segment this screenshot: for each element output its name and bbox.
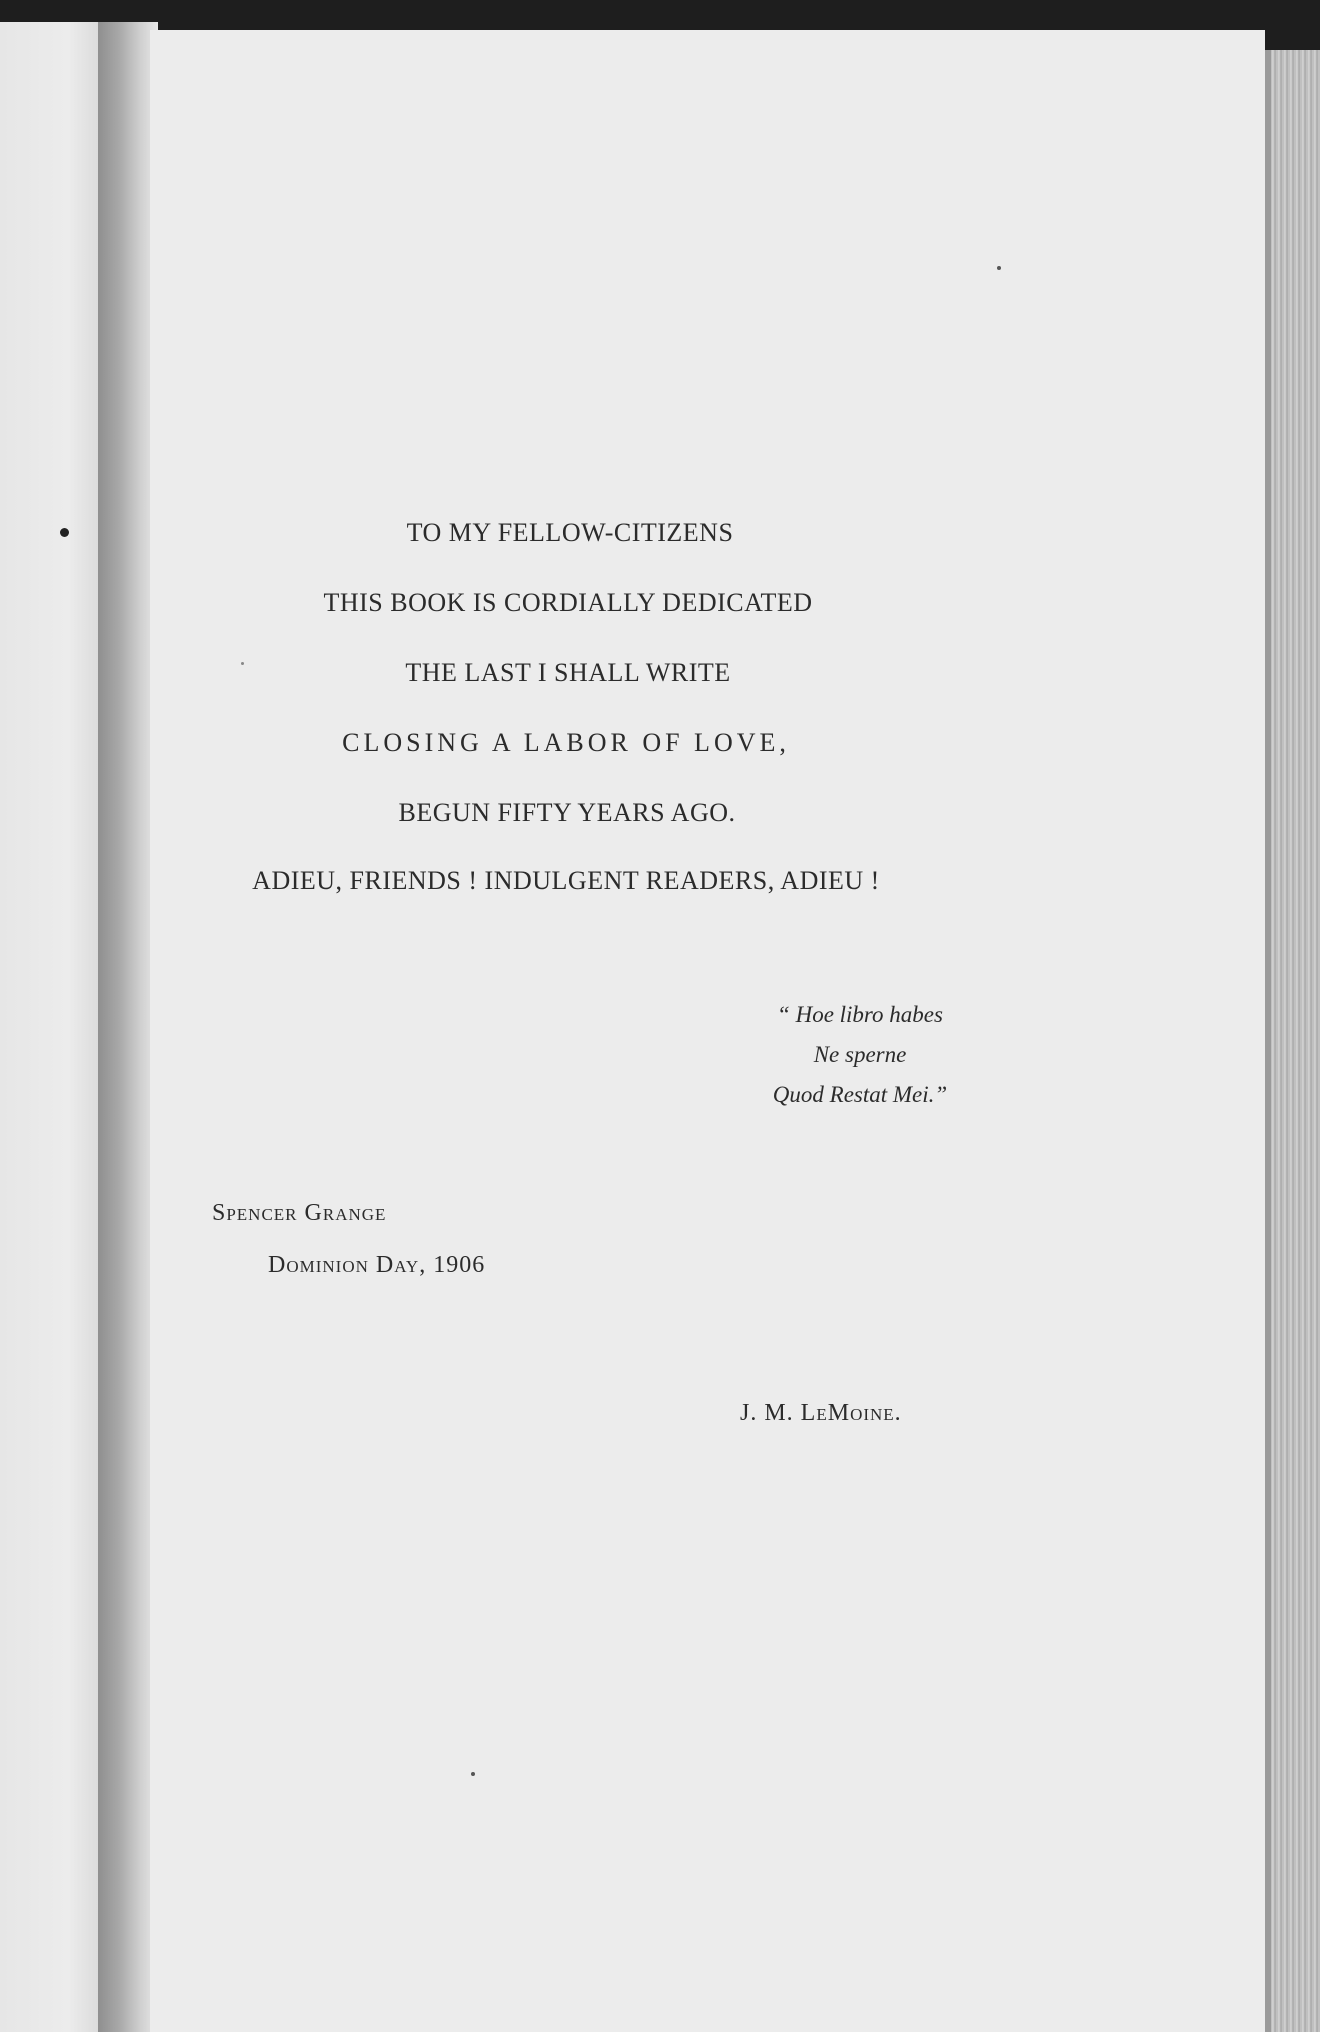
place-name: Spencer Grange: [212, 1200, 387, 1226]
dedication-line: ADIEU, FRIENDS ! INDULGENT READERS, ADIEU !: [252, 866, 880, 895]
place-date: Dominion Day, 1906: [268, 1252, 486, 1278]
dedication-line: THIS BOOK IS CORDIALLY DEDICATED: [323, 588, 813, 617]
motto-line: Ne sperne: [813, 1042, 907, 1067]
ink-speck: [997, 266, 1001, 270]
page-edge-stack: [1265, 50, 1320, 2032]
dedication-line: TO MY FELLOW-CITIZENS: [406, 518, 734, 547]
ink-speck: [471, 1772, 475, 1776]
dedication-line: BEGUN FIFTY YEARS AGO.: [398, 798, 736, 827]
author-signature: J. M. LeMoine.: [740, 1400, 902, 1426]
dedication-line: THE LAST I SHALL WRITE: [405, 658, 731, 687]
dedication-line: CLOSING A LABOR OF LOVE,: [342, 728, 790, 757]
facing-page-edge: [0, 22, 98, 2032]
gutter-shadow: [98, 22, 158, 2032]
latin-motto: [700, 995, 1020, 1115]
motto-line: Quod Restat Mei.”: [772, 1082, 948, 1107]
motto-line: “ Hoe libro habes: [777, 1002, 943, 1027]
